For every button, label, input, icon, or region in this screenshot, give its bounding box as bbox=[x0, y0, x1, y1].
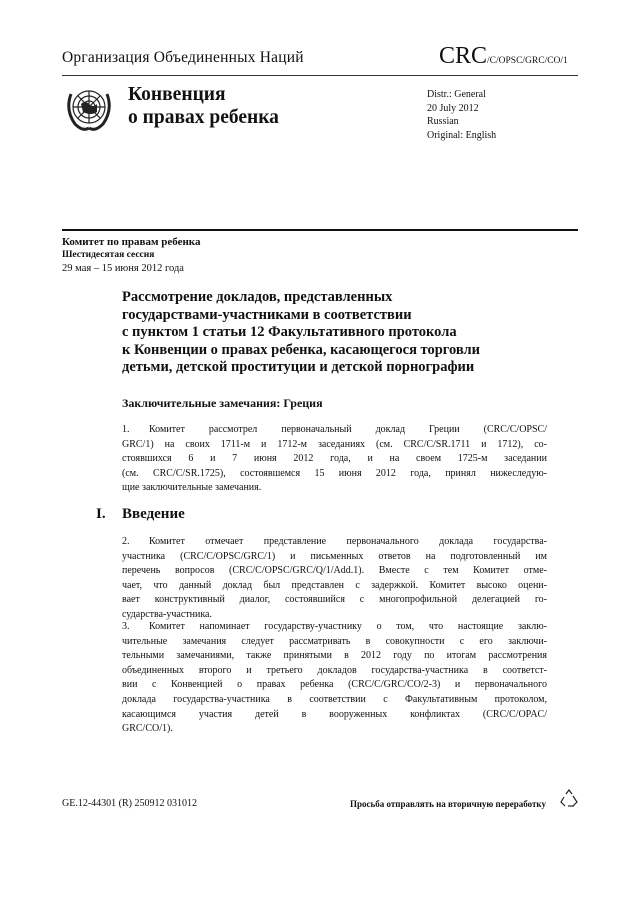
paragraph-1 bbox=[122, 423, 547, 496]
line-text: Комитет отмечает представление первоначального доклада государства- bbox=[149, 536, 547, 547]
title-line: с пунктом 1 статьи 12 Факультативного протокола bbox=[122, 324, 457, 340]
section-number: I. bbox=[96, 506, 106, 522]
un-emblem-icon bbox=[63, 82, 115, 134]
paragraph-number: 2. bbox=[122, 536, 130, 547]
paragraph-line: перечень вопросов (CRC/C/OPSC/GRC/Q/1/Add.1). Вместе с тем Комитет отме- bbox=[122, 565, 547, 577]
paragraph-line: (см. CRC/C/SR.1725), состоявшемся 15 июня 2012 года, принял нижеследую- bbox=[122, 467, 547, 479]
paragraph-line: вает конструктивный диалог, состоявшийся с многопрофильной делегацией го- bbox=[122, 594, 547, 606]
paragraph-line: GRC/1) на своих 1711-м и 1712-м заседаниях (см. CRC/C/SR.1711 и 1712), со- bbox=[122, 438, 547, 450]
document-symbol bbox=[439, 43, 568, 70]
paragraph-line: щие заключительные замечания. bbox=[122, 482, 262, 494]
header-divider bbox=[62, 75, 578, 76]
paragraph-line: стоявшихся 6 и 7 июня 2012 года, и на своем 1725-м заседании bbox=[122, 453, 547, 465]
document-subtitle: Заключительные замечания: Греция bbox=[122, 396, 323, 410]
section-divider bbox=[62, 229, 578, 231]
symbol-main: CRC bbox=[439, 43, 488, 69]
body-title bbox=[128, 83, 279, 129]
paragraph-line: участника (CRC/C/OPSC/GRC/1) и письменных ответов на подготовленный им bbox=[122, 550, 547, 562]
organization-name: Организация Объединенных Наций bbox=[62, 49, 304, 66]
paragraph-line: GRC/CO/1). bbox=[122, 723, 173, 735]
paragraph-line: доклада государства-участника в соответствии с Факультативным протоколом, bbox=[122, 693, 547, 705]
recycle-icon bbox=[558, 788, 580, 810]
date-line: 20 July 2012 bbox=[427, 102, 479, 114]
paragraph-line: объединенных второго и третьего докладов государства-участника в соответст- bbox=[122, 664, 547, 676]
distr-line: Distr.: General bbox=[427, 89, 486, 100]
document-code: GE.12-44301 (R) 250912 031012 bbox=[62, 798, 197, 809]
title-line: Рассмотрение докладов, представленных bbox=[122, 289, 393, 305]
paragraph-line bbox=[122, 535, 547, 550]
language-line: Russian bbox=[427, 116, 459, 127]
recycle-note: Просьба отправлять на вторичную переработку bbox=[350, 799, 546, 809]
distribution-info bbox=[427, 88, 496, 142]
paragraph-2 bbox=[122, 535, 547, 623]
paragraph-number: 1. bbox=[122, 424, 130, 435]
paragraph-line: чает, что данный доклад был представлен с задержкой. Комитет высоко оцени- bbox=[122, 579, 547, 591]
body-title-line2: о правах ребенка bbox=[128, 107, 279, 128]
original-line: Original: English bbox=[427, 129, 497, 141]
symbol-suffix: /C/OPSC/GRC/CO/1 bbox=[487, 56, 568, 66]
paragraph-line: сударства-участника. bbox=[122, 608, 212, 620]
document-title bbox=[122, 289, 480, 377]
paragraph-line: тельными замечаниями, также принятыми в 2012 году по итогам рассмотрения bbox=[122, 650, 547, 662]
paragraph-number: 3. bbox=[122, 621, 130, 632]
title-line: детьми, детской проституции и детской порнографии bbox=[122, 359, 475, 375]
title-line: к Конвенции о правах ребенка, касающегося торговли bbox=[122, 341, 481, 358]
paragraph-line: чительные замечания следует рассматривать в совокупности с его заключи- bbox=[122, 635, 547, 647]
committee-name: Комитет по правам ребенка bbox=[62, 236, 201, 248]
session-name: Шестидесятая сессия bbox=[62, 250, 155, 260]
paragraph-line bbox=[122, 423, 547, 438]
session-dates: 29 мая – 15 июня 2012 года bbox=[62, 263, 184, 274]
line-text: Комитет напоминает государству-участнику о том, что настоящие заклю- bbox=[149, 621, 547, 632]
line-text: Комитет рассмотрел первоначальный доклад Греции (CRC/C/OPSC/ bbox=[149, 424, 547, 435]
paragraph-line: вии с Конвенцией о правах ребенка (CRC/C/GRC/CO/2-3) и первоначального bbox=[122, 679, 547, 691]
paragraph-3 bbox=[122, 620, 547, 737]
body-title-line1: Конвенция bbox=[128, 84, 226, 105]
committee-info bbox=[62, 236, 200, 275]
paragraph-line: касающимся участия детей в вооруженных конфликтах (CRC/C/OPAC/ bbox=[122, 708, 547, 720]
paragraph-line bbox=[122, 620, 547, 635]
title-line: государствами-участниками в соответствии bbox=[122, 306, 412, 323]
section-title: Введение bbox=[122, 506, 185, 522]
